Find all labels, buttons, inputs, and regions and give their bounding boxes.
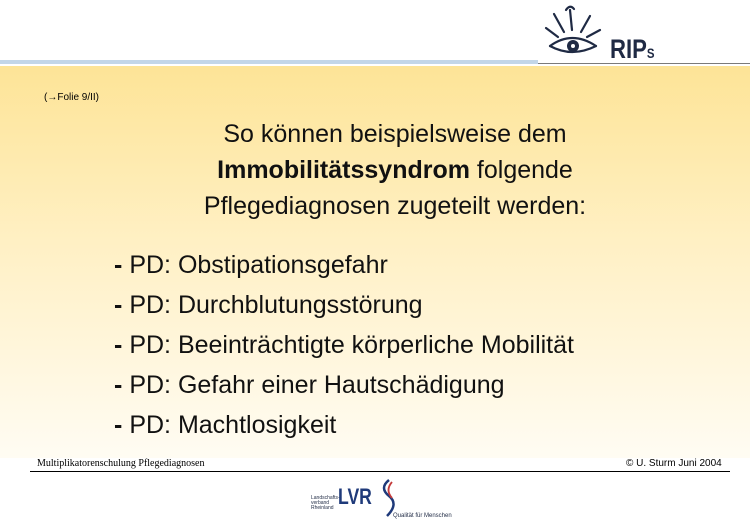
top-rule <box>0 60 538 64</box>
list-item-text: PD: Gefahr einer Hautschädigung <box>129 371 505 399</box>
diagnosis-list <box>114 245 574 445</box>
footer-title: Multiplikatorenschulung Pflegediagnosen <box>37 458 205 469</box>
list-item-text: PD: Durchblutungsstörung <box>129 291 423 319</box>
rips-logo <box>540 4 670 64</box>
eye-sun-icon <box>540 4 610 64</box>
list-dash: - <box>114 371 123 399</box>
list-dash: - <box>114 251 123 279</box>
logo-text: RIPS <box>610 34 655 64</box>
lvr-small-text: Landschafts-verband Rheinland <box>311 495 340 511</box>
lvr-text: LVR <box>338 484 372 509</box>
footer-copyright: © U. Sturm Juni 2004 <box>626 458 722 469</box>
list-item-text: PD: Machtlosigkeit <box>129 411 337 439</box>
slide-reference: (→Folie 9/II) <box>44 92 100 103</box>
heading-emphasis: Immobilitätssyndrom <box>217 156 470 184</box>
list-item <box>114 405 574 445</box>
list-item-text: PD: Beeinträchtigte körperliche Mobilität <box>129 331 574 359</box>
list-item <box>114 245 574 285</box>
list-dash: - <box>114 291 123 319</box>
list-item-text: PD: Obstipationsgefahr <box>129 251 388 279</box>
list-item <box>114 325 574 365</box>
heading-line-3: Pflegediagnosen zugeteilt werden: <box>203 192 587 220</box>
list-item <box>114 285 574 325</box>
lvr-claim: Qualität für Menschen <box>393 513 452 519</box>
heading-line-2-rest: folgende <box>469 156 573 184</box>
list-dash: - <box>114 411 123 439</box>
list-item <box>114 365 574 405</box>
heading-line-1: So können beispielsweise dem <box>223 120 567 148</box>
footer-divider <box>30 471 730 472</box>
list-dash: - <box>114 331 123 359</box>
slide-heading <box>120 116 670 224</box>
lvr-swirl-icon <box>377 478 399 518</box>
lvr-logo <box>305 478 465 522</box>
